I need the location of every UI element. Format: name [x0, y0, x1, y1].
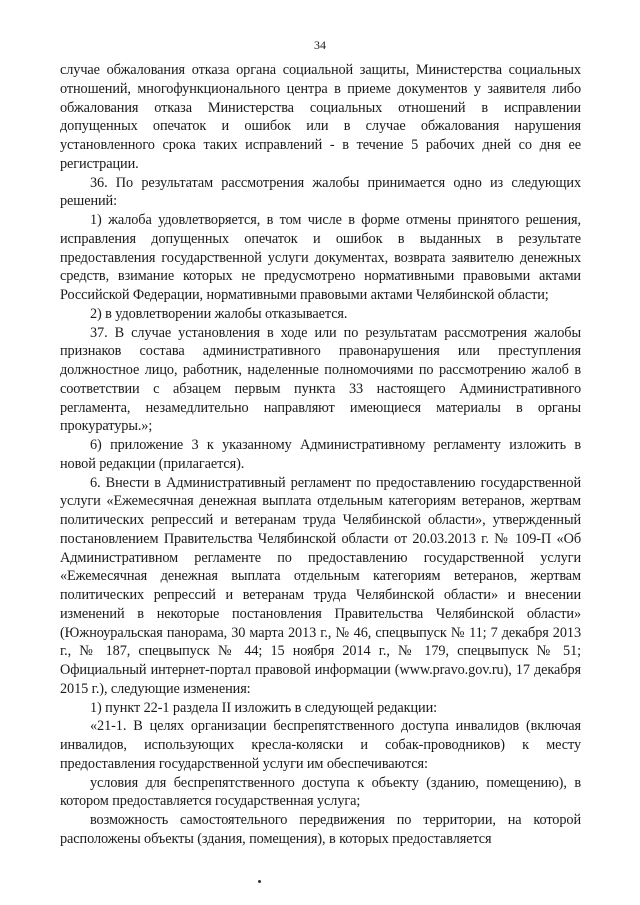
paragraph: условия для беспрепятственного доступа к объекту (зданию, помещению), в котором предоставляется государственная услуга; [60, 774, 581, 810]
paragraph: возможность самостоятельного передвижения по территории, на которой расположены объекты (здания, помещения), в которых предоставляется [60, 812, 581, 847]
document-body [60, 61, 581, 849]
paragraph: 2) в удовлетворении жалобы отказывается. [90, 305, 348, 322]
scan-speck [258, 880, 261, 883]
page-number: 34 [314, 38, 326, 52]
paragraph: 6) приложение 3 к указанному Административному регламенту изложить в новой редакции (прилагается). [60, 437, 581, 472]
paragraph: 37. В случае установления в ходе или по результатам рассмотрения жалобы признаков состава административного правонарушения или преступления должностное лицо, работник, наделенные полномочиями по рассмотрению жалоб в соответствии с абзацем первым пункта 33 настоящего Административного регламента, незамедлительно направляют имеющиеся материалы в органы прокуратуры.»; [60, 324, 581, 435]
paragraph: «21-1. В целях организации беспрепятственного доступа инвалидов (включая инвалидов, использующих кресла-коляски и собак-проводников) к месту предоставления государственной услуги им обеспечиваются: [60, 718, 581, 772]
paragraph: случае обжалования отказа органа социальной защиты, Министерства социальных отношений, многофункционального центра в приеме документов у заявителя либо обжалования отказа Министерства социальных отношений в исправлении допущенных опечаток и ошибок или в случае обжалования нарушения установленного срока таких исправлений - в течение 5 рабочих дней со дня ее регистрации. [60, 62, 581, 172]
paragraph: 36. По результатам рассмотрения жалобы принимается одно из следующих решений: [60, 174, 581, 210]
paragraph: 1) пункт 22-1 раздела II изложить в следующей редакции: [90, 699, 437, 716]
paragraph: 6. Внести в Административный регламент по предоставлению государственной услуги «Ежемесячная денежная выплата отдельным категориям ветеранов, жертвам политических репрессий и ветеранам труда Челябинской области», утвержденный постановлением Правительства Челябинской области от 20.03.2013 г. № 109-П «Об Административном регламенте по предоставлению государственной услуги «Ежемесячная денежная выплата отдельным категориям ветеранов, жертвам политических репрессий и ветеранам труда Челябинской области» и внесении изменений в некоторые постановления Правительства Челябинской области» (Южноуральская панорама, 30 марта 2013 г., № 46, спецвыпуск № 11; 7 декабря 2013 г., № 187, спецвыпуск № 44; 15 ноября 2014 г., № 179, спецвыпуск № 51; Официальный интернет-портал правовой информации (www.pravo.gov.ru), 17 декабря 2015 г.), следующие изменения: [60, 474, 581, 697]
paragraph: 1) жалоба удовлетворяется, в том числе в форме отмены принятого решения, исправления допущенных опечаток и ошибок в выданных в результате предоставления государственной услуги документах, возврата заявителю денежных средств, взимание которых не предусмотрено нормативными правовыми актами Российской Федерации, нормативными правовыми актами Челябинской области; [60, 212, 581, 303]
